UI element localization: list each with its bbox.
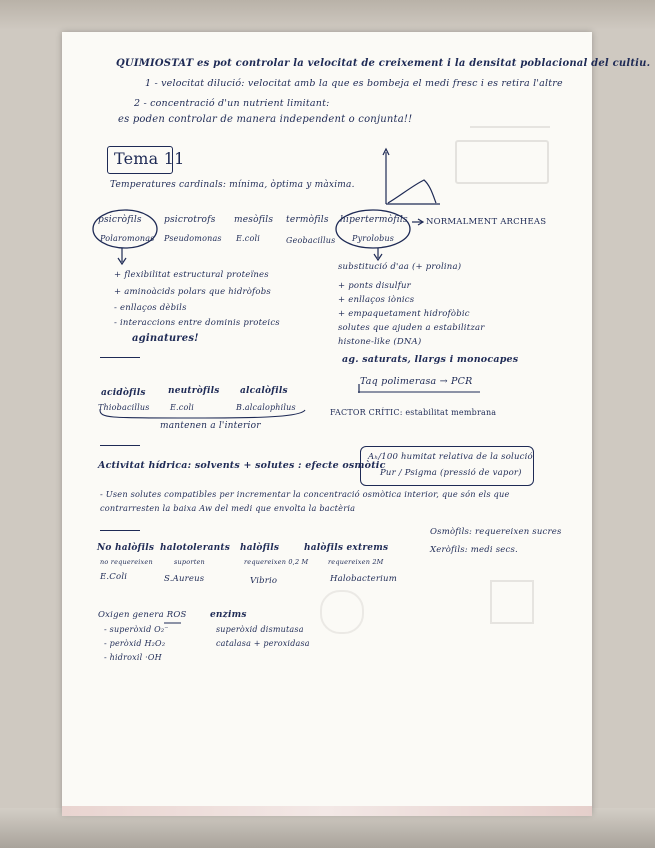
hiper-conclusion: ag. saturats, llargs i monocapes	[342, 354, 519, 365]
water-heading: Activitat hídrica: solvents + solutes : efecte osmòtic	[98, 460, 386, 471]
hiper-trait: + empaquetament hidrofòbic	[338, 309, 470, 319]
psicro-trait: + flexibilitat estructural proteïnes	[114, 270, 269, 280]
ph-group-label: alcalòfils	[240, 386, 288, 396]
salt-group-sub: requereixen 0,2 M	[244, 558, 309, 566]
divider	[100, 357, 140, 358]
temp-group-label: mesòfils	[234, 215, 274, 225]
temp-group-example: Geobacillus	[286, 236, 336, 245]
xerofils-note: Xeròfils: medi secs.	[430, 545, 518, 555]
temp-group-label: hipertermòfils	[340, 215, 408, 225]
salt-group-example: S.Aureus	[164, 574, 205, 584]
hiper-trait: solutes que ajuden a estabilitzar	[338, 323, 485, 333]
salt-group-label: No halòfils	[97, 543, 155, 553]
ph-note: mantenen a l'interior	[160, 421, 261, 431]
water-desc-line-1: - Usen solutes compatibles per incrementar la concentració osmòtica interior, que són els que	[100, 489, 510, 499]
cardinal-temperatures: Temperatures cardinals: mínima, òptima y màxima.	[110, 180, 355, 190]
ph-group-example: Thiobacillus	[98, 403, 150, 412]
quimiostat-item-1: 1 - velocitat dilució: velocitat amb la que es bombeja el medi fresc i es retira l'altre	[145, 78, 563, 89]
quimiostat-note: es poden controlar de manera independent o conjunta!!	[118, 114, 413, 125]
salt-group-label: halòfils	[240, 543, 280, 553]
temp-group-example: E.coli	[236, 234, 260, 243]
salt-group-sub: suporten	[174, 558, 205, 566]
enzymes-heading: enzims	[210, 610, 247, 620]
temp-group-example: Pyrolobus	[352, 234, 395, 243]
water-desc-line-2: contrarresten la baixa Aw del medi que envolta la bactèria	[100, 503, 356, 513]
temp-group-example: Polaromonas	[100, 234, 155, 243]
taq-note: Taq polimerasa → PCR	[360, 376, 473, 387]
archaea-note: NORMALMENT ARCHEAS	[426, 217, 547, 227]
temp-group-label: psicròfils	[98, 215, 142, 225]
divider	[100, 445, 140, 446]
ros-item: - superòxid O₂⁻	[104, 625, 169, 634]
salt-group-sub: requereixen 2M	[328, 558, 384, 566]
hiper-trait: + enllaços iònics	[338, 295, 415, 305]
water-formula-line-2: Pur / Psigma (pressió de vapor)	[380, 468, 522, 478]
psicro-trait: - interaccions entre dominis proteics	[114, 318, 280, 328]
temp-group-example: Pseudomonas	[164, 234, 222, 243]
enzyme-item: superòxid dismutasa	[216, 625, 304, 634]
temp-group-label: psicrotrofs	[164, 215, 216, 225]
hiper-trait: histone-like (DNA)	[338, 337, 422, 347]
hiper-trait: + ponts disulfur	[338, 281, 411, 291]
ph-group-label: acidòfils	[101, 388, 146, 398]
growth-curve-sketch	[383, 149, 440, 204]
salt-group-example: Halobacterium	[330, 574, 397, 584]
ph-group-label: neutròfils	[168, 386, 220, 396]
salt-group-example: E.Coli	[100, 572, 128, 582]
enzyme-item: catalasa + peroxidasa	[216, 639, 310, 648]
quimiostat-line: QUIMIOSTAT es pot controlar la velocitat de creixement i la densitat poblacional del cultiu.	[116, 58, 651, 69]
ros-item: - hidroxil ·OH	[104, 653, 162, 662]
hiper-trait: substitució d'aa (+ prolina)	[338, 262, 462, 272]
ros-item: - peròxid H₂O₂	[104, 639, 166, 648]
water-formula-line-1: Aₕ/100 humitat relativa de la solució	[368, 452, 533, 462]
psicro-trait: + aminoàcids polars que hidròfobs	[114, 287, 271, 297]
ph-group-example: B.alcalophilus	[236, 403, 296, 412]
salt-group-example: Vibrio	[250, 576, 278, 586]
quimiostat-item-2: 2 - concentració d'un nutrient limitant:	[134, 98, 330, 109]
salt-group-sub: no requereixen	[100, 558, 153, 566]
salt-group-label: halòfils extrems	[304, 543, 389, 553]
oxygen-heading: Oxigen genera ROS	[98, 610, 187, 620]
tema-title: Tema 11	[114, 149, 185, 168]
psicro-trait: - enllaços dèbils	[114, 303, 187, 313]
temp-group-label: termòfils	[286, 215, 329, 225]
psicro-conclusion: aginatures!	[132, 333, 199, 344]
factor-critic: FACTOR CRÍTIC: estabilitat membrana	[330, 408, 497, 417]
divider	[100, 530, 140, 531]
salt-group-label: halotolerants	[160, 543, 231, 553]
ph-group-example: E.coli	[170, 403, 194, 412]
osmofils-note: Osmòfils: requereixen sucres	[430, 527, 562, 537]
